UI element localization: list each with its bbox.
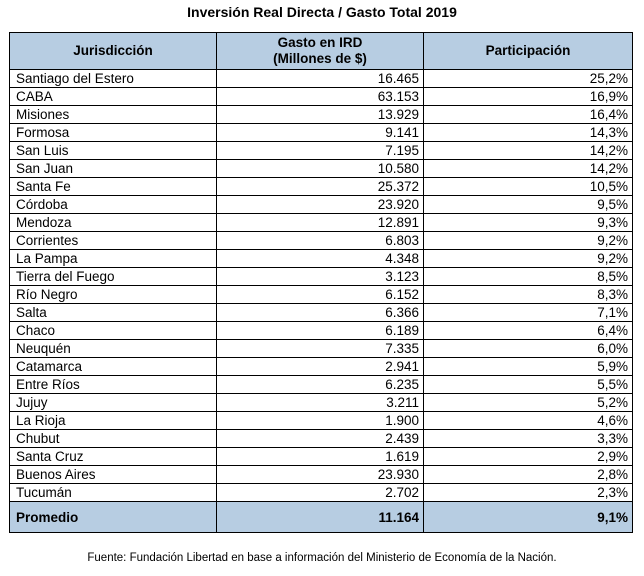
cell-jurisdiccion: Neuquén: [10, 340, 217, 358]
cell-jurisdiccion: La Rioja: [10, 412, 217, 430]
table-row: [10, 394, 633, 412]
cell-jurisdiccion: Salta: [10, 304, 217, 322]
cell-participacion: 5,2%: [424, 394, 633, 412]
table-row: [10, 196, 633, 214]
cell-participacion: 7,1%: [424, 304, 633, 322]
table-row: [10, 142, 633, 160]
cell-jurisdiccion: San Juan: [10, 160, 217, 178]
cell-gasto: 13.929: [217, 106, 424, 124]
cell-jurisdiccion: La Pampa: [10, 250, 217, 268]
table-row: [10, 412, 633, 430]
cell-gasto: 12.891: [217, 214, 424, 232]
table-row: [10, 322, 633, 340]
table-row: [10, 214, 633, 232]
table-row: [10, 358, 633, 376]
table-row: [10, 106, 633, 124]
cell-participacion: 4,6%: [424, 412, 633, 430]
cell-gasto: 6.366: [217, 304, 424, 322]
cell-gasto: 2.702: [217, 484, 424, 502]
table-row: [10, 232, 633, 250]
cell-jurisdiccion: Tucumán: [10, 484, 217, 502]
table-row: [10, 70, 633, 88]
cell-participacion: 25,2%: [424, 70, 633, 88]
cell-jurisdiccion: Misiones: [10, 106, 217, 124]
cell-jurisdiccion: Río Negro: [10, 286, 217, 304]
cell-gasto: 4.348: [217, 250, 424, 268]
cell-gasto: 3.211: [217, 394, 424, 412]
cell-participacion: 16,9%: [424, 88, 633, 106]
cell-gasto: 1.900: [217, 412, 424, 430]
cell-gasto: 6.235: [217, 376, 424, 394]
cell-participacion: 6,4%: [424, 322, 633, 340]
cell-gasto: 9.141: [217, 124, 424, 142]
cell-jurisdiccion: Entre Ríos: [10, 376, 217, 394]
cell-participacion: 10,5%: [424, 178, 633, 196]
data-table: [9, 32, 633, 533]
cell-gasto: 6.803: [217, 232, 424, 250]
table-row: [10, 376, 633, 394]
cell-participacion: 5,9%: [424, 358, 633, 376]
cell-jurisdiccion: Santa Cruz: [10, 448, 217, 466]
table-row: [10, 430, 633, 448]
cell-participacion: 14,3%: [424, 124, 633, 142]
table-row: [10, 178, 633, 196]
cell-jurisdiccion: Catamarca: [10, 358, 217, 376]
cell-jurisdiccion: Corrientes: [10, 232, 217, 250]
table-title: Inversión Real Directa / Gasto Total 2019: [187, 4, 457, 20]
cell-gasto: 7.195: [217, 142, 424, 160]
cell-participacion: 9,2%: [424, 232, 633, 250]
cell-participacion: 9,2%: [424, 250, 633, 268]
table-row: [10, 286, 633, 304]
cell-gasto: 7.335: [217, 340, 424, 358]
cell-jurisdiccion: Mendoza: [10, 214, 217, 232]
cell-jurisdiccion: Santa Fe: [10, 178, 217, 196]
cell-gasto: 1.619: [217, 448, 424, 466]
cell-gasto: 63.153: [217, 88, 424, 106]
cell-gasto: 23.930: [217, 466, 424, 484]
cell-jurisdiccion: Formosa: [10, 124, 217, 142]
cell-gasto: 3.123: [217, 268, 424, 286]
column-header-participacion: Participación: [424, 33, 633, 70]
cell-jurisdiccion: San Luis: [10, 142, 217, 160]
cell-participacion: 2,8%: [424, 466, 633, 484]
column-header-jurisdiccion: Jurisdicción: [10, 33, 217, 70]
cell-jurisdiccion: Córdoba: [10, 196, 217, 214]
cell-jurisdiccion: Chaco: [10, 322, 217, 340]
cell-jurisdiccion: Chubut: [10, 430, 217, 448]
table-row: [10, 340, 633, 358]
cell-gasto: 6.152: [217, 286, 424, 304]
cell-participacion: 6,0%: [424, 340, 633, 358]
source-note: Fuente: Fundación Libertad en base a información del Ministerio de Economía de la Nación.: [87, 552, 557, 564]
cell-participacion: 9,3%: [424, 214, 633, 232]
table-body: [10, 70, 633, 502]
cell-participacion: 14,2%: [424, 160, 633, 178]
table-row: [10, 124, 633, 142]
cell-gasto: 16.465: [217, 70, 424, 88]
table-row: [10, 160, 633, 178]
table-row: [10, 304, 633, 322]
table-row: [10, 484, 633, 502]
table-row: [10, 88, 633, 106]
summary-participacion: 9,1%: [424, 502, 633, 533]
cell-participacion: 16,4%: [424, 106, 633, 124]
cell-participacion: 2,3%: [424, 484, 633, 502]
table-row: [10, 268, 633, 286]
cell-participacion: 3,3%: [424, 430, 633, 448]
header-row: [10, 33, 633, 70]
summary-gasto: 11.164: [217, 502, 424, 533]
cell-gasto: 10.580: [217, 160, 424, 178]
column-header-gasto: Gasto en IRD (Millones de $): [217, 33, 424, 70]
cell-jurisdiccion: Buenos Aires: [10, 466, 217, 484]
cell-gasto: 6.189: [217, 322, 424, 340]
cell-jurisdiccion: Santiago del Estero: [10, 70, 217, 88]
cell-gasto: 25.372: [217, 178, 424, 196]
cell-participacion: 5,5%: [424, 376, 633, 394]
cell-jurisdiccion: Tierra del Fuego: [10, 268, 217, 286]
cell-participacion: 8,3%: [424, 286, 633, 304]
summary-row: [10, 502, 633, 533]
cell-gasto: 2.941: [217, 358, 424, 376]
cell-jurisdiccion: CABA: [10, 88, 217, 106]
cell-gasto: 2.439: [217, 430, 424, 448]
cell-jurisdiccion: Jujuy: [10, 394, 217, 412]
cell-participacion: 2,9%: [424, 448, 633, 466]
table-row: [10, 250, 633, 268]
cell-participacion: 14,2%: [424, 142, 633, 160]
table-row: [10, 466, 633, 484]
cell-participacion: 9,5%: [424, 196, 633, 214]
summary-label: Promedio: [10, 502, 217, 533]
cell-participacion: 8,5%: [424, 268, 633, 286]
table-row: [10, 448, 633, 466]
cell-gasto: 23.920: [217, 196, 424, 214]
